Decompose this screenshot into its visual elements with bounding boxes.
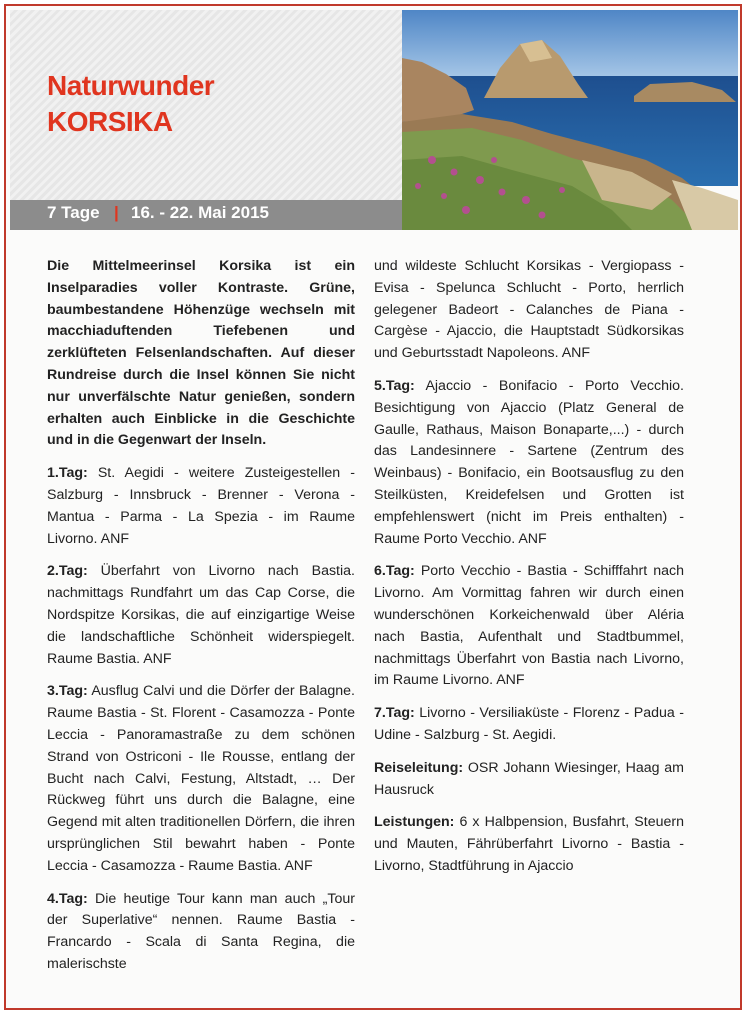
trip-duration: 7 Tage <box>47 203 100 222</box>
day-6-paragraph <box>374 561 684 692</box>
day-4-label: 4.Tag: <box>47 890 88 907</box>
day-5-label: 5.Tag: <box>374 377 415 394</box>
day-7-text: Livorno - Versiliaküste - Florenz - Padua - Udine - Salzburg - St. Aegidi. <box>374 705 684 743</box>
tour-guide-text: OSR Johann Wiesinger, Haag am Hausruck <box>374 759 684 798</box>
corsica-coast-photo <box>402 10 738 230</box>
day-7-label: 7.Tag: <box>374 705 415 722</box>
day-6-label: 6.Tag: <box>374 563 415 580</box>
day-2-paragraph <box>47 561 355 670</box>
tour-guide-label: Reiseleitung: <box>374 759 464 776</box>
day-4-paragraph <box>47 889 355 976</box>
day-6-text: Porto Vecchio - Bastia - Schifffahrt nach Livorno. Am Vormittag fahren wir durch einen wunderschönen Korkeichenwald über Aléria nach Bastia, Aufenthalt und Stadtbummel, nachmittags Überfahrt von Bastia nach Livorno, im Raume Livorno. ANF <box>374 563 684 689</box>
coast-photo-illustration <box>402 10 738 230</box>
day-3-text: Ausflug Calvi und die Dörfer der Balagne. Raume Bastia - St. Florent - Casamozza - Ponte Leccia - Panoramastraße zu dem schönen Strand von Ostriconi - Ile Rousse, entlang der Bucht nach Calvi, Festung, Altstadt, … Der Rückweg führt uns durch die Balagne, eine Gegend mit alten traditionellen Dörfern, die ihren ursprünglichen Stil bewahrt haben - Ponte Leccia - Casamozza - Raume Bastia. ANF <box>47 683 355 874</box>
day-2-label: 2.Tag: <box>47 563 88 580</box>
day-2-text: Überfahrt von Livorno nach Bastia. nachmittags Rundfahrt um das Cap Corse, die Nordspitze Korsikas, die auf einzigartige Weise die landschaftliche Schönheit widerspiegelt. Raume Bastia. ANF <box>47 563 355 667</box>
title-line-2: KORSIKA <box>47 106 173 137</box>
trip-dates: 16. - 22. Mai 2015 <box>131 203 269 222</box>
services-paragraph <box>374 812 684 877</box>
services-label: Leistungen: <box>374 814 455 831</box>
day-1-text: St. Aegidi - weitere Zusteigestellen - Salzburg - Innsbruck - Brenner - Verona - Mantua - Parma - La Spezia - im Raume Livorno. ANF <box>47 465 355 547</box>
day-3-paragraph <box>47 681 355 877</box>
left-column <box>47 256 355 976</box>
day-1-paragraph <box>47 463 355 550</box>
day-5-text: Ajaccio - Bonifacio - Porto Vecchio. Besichtigung von Ajaccio (Platz General de Gaulle, Rathaus, Maison Bonaparte,...) - durch das Landesinnere - Sartene (Zentrum des Weinbaus) - Bonifacio, ein Bootsausflug zu den Steilküsten, Kreidefelsen und Grotten ist empfehlenswert (nicht im Preis enthalten) - Raume Porto Vecchio. ANF <box>374 377 684 547</box>
day-5-paragraph <box>374 376 684 550</box>
tour-guide-paragraph <box>374 758 684 802</box>
right-column <box>374 256 684 889</box>
day-3-label: 3.Tag: <box>47 683 88 700</box>
intro-paragraph: Die Mittelmeerinsel Korsika ist ein Inselparadies voller Kontraste. Grüne, baumbestandene Höhenzüge wechseln mit macchiaduftenden Tiefebenen und zerklüfteten Felsenlandschaften. Auf dieser Rundreise durch die Insel können Sie nicht nur unverfälschte Natur genießen, sondern erhalten auch Einblicke in die Geschichte und in die Gegenwart der Inseln. <box>47 258 355 449</box>
date-separator: | <box>114 203 119 222</box>
day-1-label: 1.Tag: <box>47 465 88 482</box>
title-line-1: Naturwunder <box>47 70 215 101</box>
day-4-continuation: und wildeste Schlucht Korsikas - Vergiopass - Evisa - Spelunca Schlucht - Porto, herrlich gelegener Badeort - Calanches de Piana - Cargèse - Ajaccio, die Hauptstadt Südkorsikas und Geburtsstadt Napoleons. ANF <box>374 258 684 362</box>
day-4-text: Die heutige Tour kann man auch „Tour der Superlative“ nennen. Raume Bastia - Francardo - Scala di Santa Regina, die malerischste <box>47 890 355 972</box>
services-text: 6 x Halbpension, Busfahrt, Steuern und Mauten, Fährüberfahrt Livorno - Bastia - Livorno, Stadtführung in Ajaccio <box>374 814 684 874</box>
day-7-paragraph <box>374 703 684 747</box>
